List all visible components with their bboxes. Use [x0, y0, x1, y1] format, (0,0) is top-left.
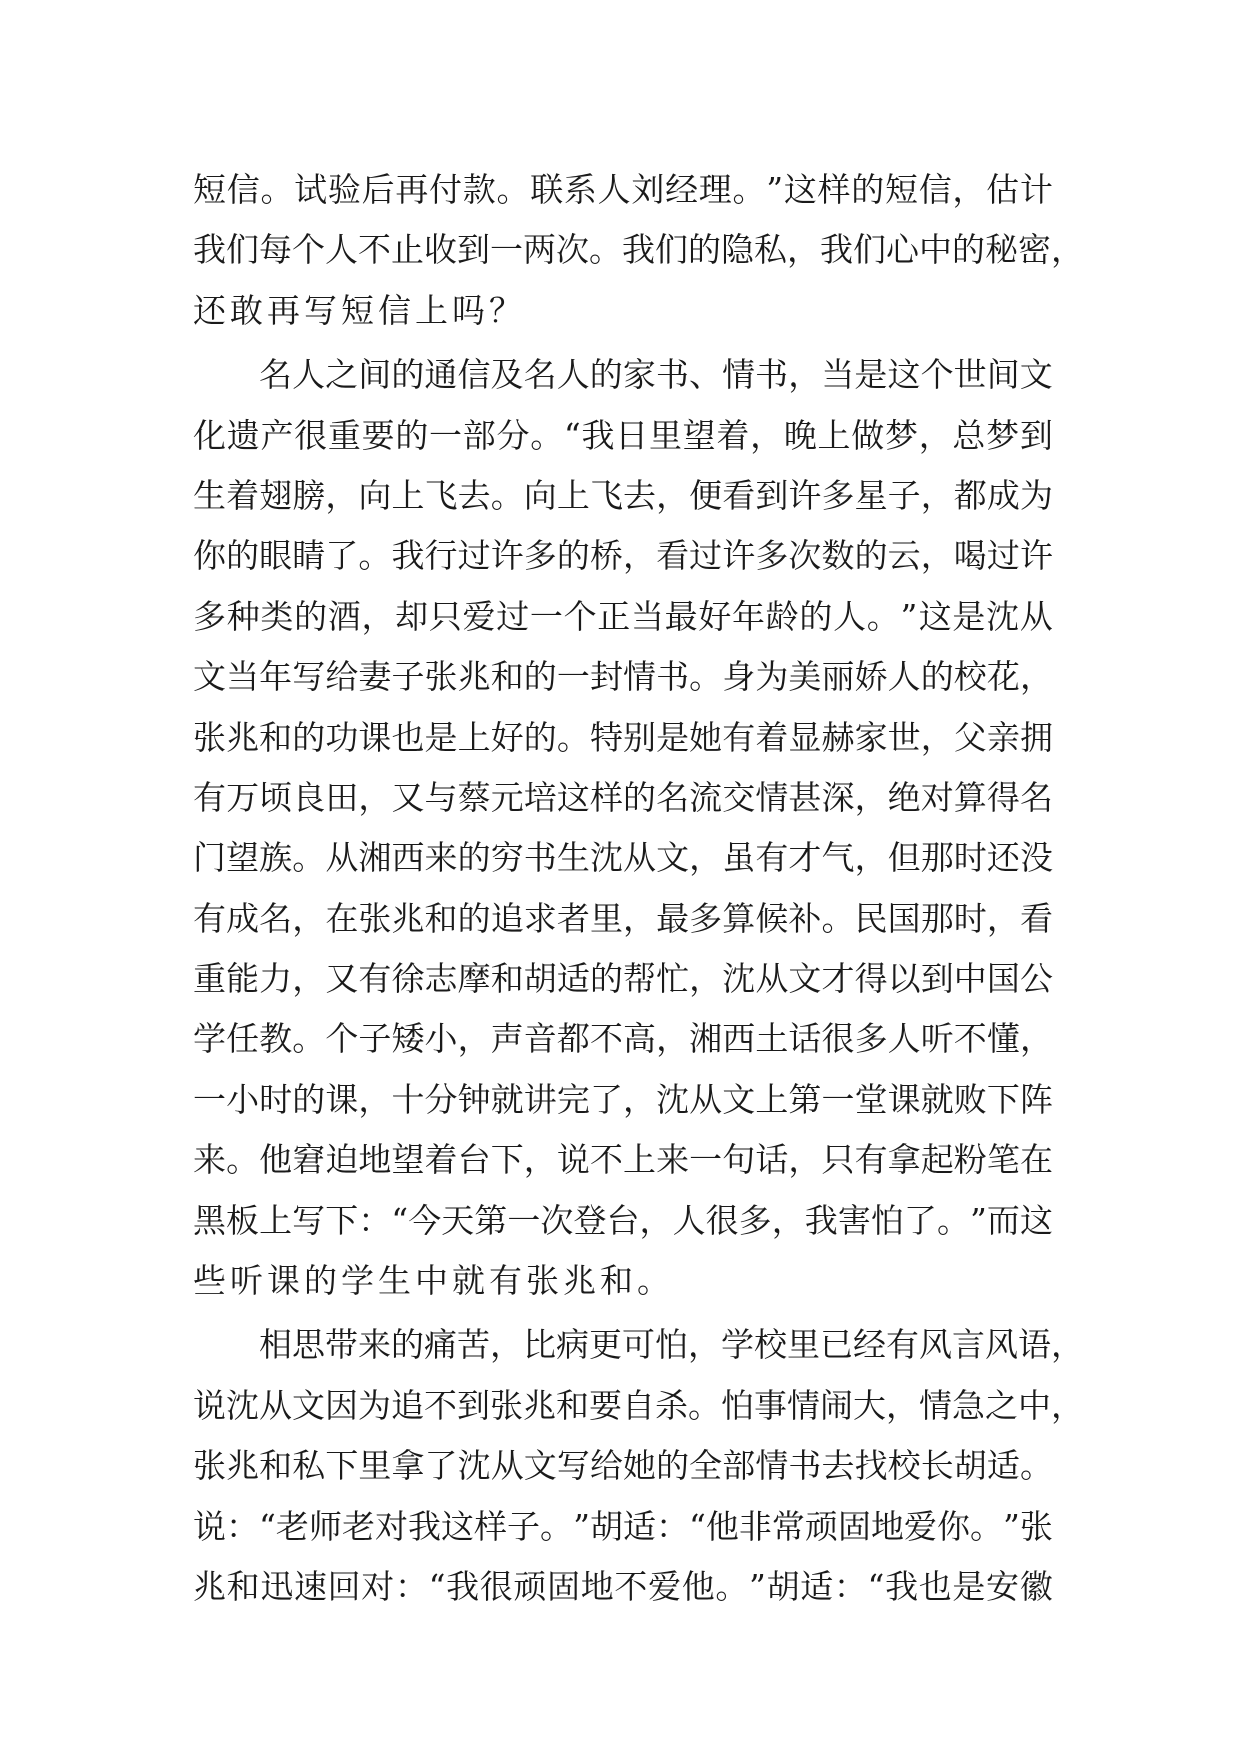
text-line: 说 沈 从 文 因 为 追 不 到 张 兆 和 要 自 杀 。 怕 事 情 闹 大 ， 情 急 之 中 ，: [193, 1385, 1084, 1425]
text-line: 化 遗 产 很 重 要 的 一 部 分 。 “ 我 日 里 望 着 ， 晚 上 做 梦 ， 总 梦 到: [193, 415, 1053, 455]
text-line: 张 兆 和 私 下 里 拿 了 沈 从 文 写 给 她 的 全 部 情 书 去 找 校 长 胡 适 。: [193, 1446, 1053, 1486]
text-line: 文 当 年 写 给 妻 子 张 兆 和 的 一 封 情 书 。 身 为 美 丽 娇 人 的 校 花 ，: [193, 657, 1053, 697]
text-line: 兆 和 迅 速 回 对 ： “ 我 很 顽 固 地 不 爱 他 。 ” 胡 适 ： “ 我 也 是 安 徽: [193, 1566, 1053, 1606]
paragraph: [193, 160, 1084, 341]
text-line: 还敢再写短信上吗？: [193, 290, 526, 330]
text-line: 门 望 族 。 从 湘 西 来 的 穷 书 生 沈 从 文 ， 虽 有 才 气 ， 但 那 时 还 没: [193, 838, 1053, 878]
text-line: 相 思 带 来 的 痛 苦 ， 比 病 更 可 怕 ， 学 校 里 已 经 有 风 言 风 语 ，: [259, 1325, 1084, 1365]
text-line: 张 兆 和 的 功 课 也 是 上 好 的 。 特 别 是 她 有 着 显 赫 家 世 ， 父 亲 拥: [193, 717, 1053, 757]
text-line: 来 。 他 窘 迫 地 望 着 台 下 ， 说 不 上 来 一 句 话 ， 只 有 拿 起 粉 笔 在: [193, 1140, 1053, 1180]
text-line: 你 的 眼 睛 了 。 我 行 过 许 多 的 桥 ， 看 过 许 多 次 数 的 云 ， 喝 过 许: [193, 536, 1053, 576]
text-line: 一 小 时 的 课 ， 十 分 钟 就 讲 完 了 ， 沈 从 文 上 第 一 堂 课 就 败 下 阵: [193, 1079, 1053, 1119]
body-text: [193, 160, 1084, 1617]
text-line: 多 种 类 的 酒 ， 却 只 爱 过 一 个 正 当 最 好 年 龄 的 人 。 ” 这 是 沈 从: [193, 596, 1053, 636]
text-line: 名 人 之 间 的 通 信 及 名 人 的 家 书 、 情 书 ， 当 是 这 个 世 间 文: [259, 355, 1053, 395]
paragraph: [193, 345, 1053, 1311]
text-line: 学 任 教 。 个 子 矮 小 ， 声 音 都 不 高 ， 湘 西 土 话 很 多 人 听 不 懂 ，: [193, 1019, 1053, 1059]
text-line: 些听课的学生中就有张兆和。: [193, 1261, 674, 1301]
paragraph: [193, 1315, 1084, 1617]
text-line: 重 能 力 ， 又 有 徐 志 摩 和 胡 适 的 帮 忙 ， 沈 从 文 才 得 以 到 中 国 公: [193, 959, 1053, 999]
text-line: 生 着 翅 膀 ， 向 上 飞 去 。 向 上 飞 去 ， 便 看 到 许 多 星 子 ， 都 成 为: [193, 475, 1053, 515]
text-line: 说 ： “ 老 师 老 对 我 这 样 子 。 ” 胡 适 ： “ 他 非 常 顽 固 地 爱 你 。 ” 张: [193, 1506, 1053, 1546]
text-line: 我 们 每 个 人 不 止 收 到 一 两 次 。 我 们 的 隐 私 ， 我 们 心 中 的 秘 密 ，: [193, 230, 1084, 270]
text-line: 有 成 名 ， 在 张 兆 和 的 追 求 者 里 ， 最 多 算 候 补 。 民 国 那 时 ， 看: [193, 898, 1053, 938]
text-line: 短 信 。 试 验 后 再 付 款 。 联 系 人 刘 经 理 。 ” 这 样 的 短 信 ， 估 计: [193, 170, 1053, 209]
text-line: 黑 板 上 写 下 ： “ 今 天 第 一 次 登 台 ， 人 很 多 ， 我 害 怕 了 。 ” 而 这: [193, 1200, 1053, 1240]
text-line: 有 万 顷 良 田 ， 又 与 蔡 元 培 这 样 的 名 流 交 情 甚 深 ， 绝 对 算 得 名: [193, 777, 1053, 817]
